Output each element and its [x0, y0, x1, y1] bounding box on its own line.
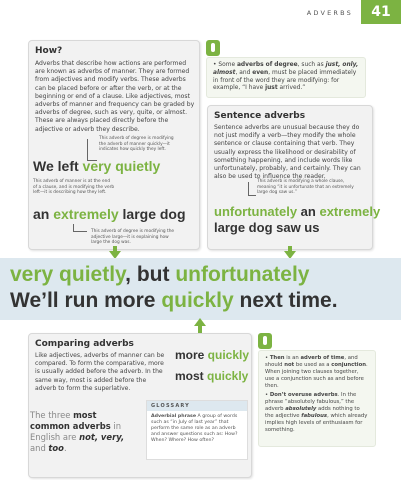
example-adverb: quickly	[204, 348, 250, 362]
example-adverb: unfortunately	[214, 204, 298, 219]
glossary-box	[146, 400, 248, 460]
example-text: large dog	[118, 206, 186, 222]
example-dog-saw-us: large dog saw us	[214, 220, 320, 235]
band-text: next time.	[233, 289, 338, 312]
example-adverb: quickly	[203, 369, 249, 383]
speech-bubble-icon	[258, 333, 272, 349]
tip-text: . In the phrase “absolutely fabulous,” the adverb	[265, 392, 357, 412]
comparing-adverbs-title: Comparing adverbs	[35, 339, 134, 349]
tip-bold: absolutely	[285, 406, 317, 412]
band-adverb: quickly	[161, 289, 234, 312]
tip-bold: adverb of time	[300, 355, 345, 361]
tip-bold: just, only, almost	[213, 62, 359, 76]
glossary-label: GLOSSARY	[147, 401, 247, 411]
tip-bold: adverbs of degree	[236, 62, 298, 68]
how-note-2: This adverb of manner is at the end of a clause, and is modifying the verb left—it is describing how they left.	[33, 179, 115, 196]
band-adverb: very quietly	[10, 263, 126, 286]
tip-bold: Don’t overuse adverbs	[269, 392, 338, 398]
tip-bold: conjunction	[331, 362, 367, 368]
comparing-adverbs-body: Like adjectives, adverbs of manner can be compared. To form the comparative, more is usually added before the adverb. In the same way, most is added before the adverb to form the superlative.	[35, 352, 165, 392]
tip-bold: just	[265, 85, 278, 92]
band-line-2	[10, 288, 338, 314]
example-more-quickly	[175, 348, 249, 362]
example-adverb: extremely	[53, 206, 119, 222]
tip-text: arrived.”	[277, 85, 306, 92]
how-note-1: This adverb of degree is modifying the adverb of manner quickly—it indicates how quickly they left.	[99, 136, 174, 153]
example-we-left	[33, 158, 160, 174]
example-text: most	[175, 369, 204, 383]
example-text: an	[33, 206, 54, 222]
tip-then-and-overuse	[258, 350, 376, 447]
callout-text: The three	[30, 410, 74, 420]
pointer-line	[248, 182, 256, 196]
tip-text: Some	[218, 62, 237, 68]
sentence-adverbs-title: Sentence adverbs	[214, 111, 306, 121]
band-text: We’ll run more	[10, 289, 162, 312]
tip-bold: fabulous	[301, 413, 328, 419]
how-body: Adverbs that describe how actions are performed are known as adverbs of manner. They are formed from adjectives and modify verbs. These adverbs can be placed before or after the verb, or at the beginning or end of a clause. Like adjectives, most adverbs of manner and frequency can be graded by adverbs of degree, such as very, quite, or almost. These are always placed directly before the adjective or adverb they describe.	[35, 60, 195, 133]
how-note-3: This adverb of degree is modifying the adjective large—it is explaining how large the dog was.	[91, 229, 175, 246]
tip-then: • Then is an adverb of time, and should not be used as a conjunction. When joining two clauses together, use a conjunction such as and before then.	[265, 355, 368, 389]
example-adverb: extremely	[319, 204, 381, 219]
example-text: more	[175, 348, 205, 362]
page-number: 41	[361, 0, 401, 24]
tip-bold: not	[284, 362, 295, 368]
tip-text: , such as	[297, 62, 326, 68]
callout-text: .	[63, 443, 67, 453]
example-unfortunately	[214, 204, 380, 219]
how-panel	[28, 40, 200, 250]
example-most-quickly	[175, 369, 248, 383]
glossary-def: A group of words such as “in July of last year” that perform the same role as an adverb and answer questions such as: How? When? Where? How often?	[151, 414, 238, 443]
tip-bold: Then	[269, 355, 285, 361]
tip-text: , must be placed immediately in front of the word they are modifying: for example, “I have	[213, 69, 357, 92]
example-text: an	[297, 204, 320, 219]
speech-bubble-icon	[206, 40, 220, 56]
example-text: We left	[33, 158, 83, 174]
arrow-stem	[198, 325, 202, 333]
sentence-adverbs-body: Sentence adverbs are unusual because they do not just modify a verb—they modify the whole sentence or clause containing that verb. They usually express the likelihood or desirability of something happening, and include words like unfortunately, probably, and certainly. They can also be used to influence the reader.	[214, 124, 361, 181]
glossary-definition	[147, 411, 247, 447]
band-adverb: unfortunately	[175, 263, 310, 286]
example-dog	[33, 206, 186, 222]
callout-bold: most common adverbs	[30, 410, 111, 431]
sentence-note: This adverb is modifying a whole clause, meaning “it is unfortunate that an extremely large dog saw us.”	[257, 179, 354, 196]
callout-bold: too	[48, 443, 64, 453]
how-title: How?	[35, 46, 63, 56]
glossary-term: Adverbial phrase	[151, 414, 197, 419]
tip-text: , which already implies high levels of enthusiasm for something.	[265, 413, 368, 433]
tip-overuse: • Don’t overuse adverbs. In the phrase “absolutely fabulous,” the adverb absolutely adds nothing to the adjective fabulous, which already implies high levels of enthusiasm for something.	[265, 392, 368, 433]
callout-text: and	[30, 443, 49, 453]
common-adverbs-callout	[30, 410, 125, 454]
callout-bold: not, very,	[79, 432, 125, 442]
tip-bold: even	[252, 69, 269, 76]
running-header: ADVERBS	[306, 9, 353, 17]
tip-text: is an	[284, 355, 301, 361]
tip-text: be used as a	[294, 362, 332, 368]
tip-text: , and should	[265, 355, 358, 368]
pointer-line	[73, 224, 87, 232]
tip-degree-adverbs: • Some adverbs of degree, such as just, only, almost, and even, must be placed immediately in front of the word they are modifying: for example, “I have just arrived.”	[206, 57, 366, 98]
callout-text: in English are	[30, 421, 122, 442]
example-adverb: very quietly	[82, 158, 161, 174]
sentence-adverbs-panel	[207, 105, 381, 250]
band-line-1	[10, 262, 310, 288]
tip-text: , and	[235, 69, 253, 76]
tip-text: adds nothing to the adjective	[265, 406, 360, 419]
tip-text: . When joining two clauses together, use a conjunction such as and before then.	[265, 362, 368, 389]
band-text: , but	[125, 263, 176, 286]
